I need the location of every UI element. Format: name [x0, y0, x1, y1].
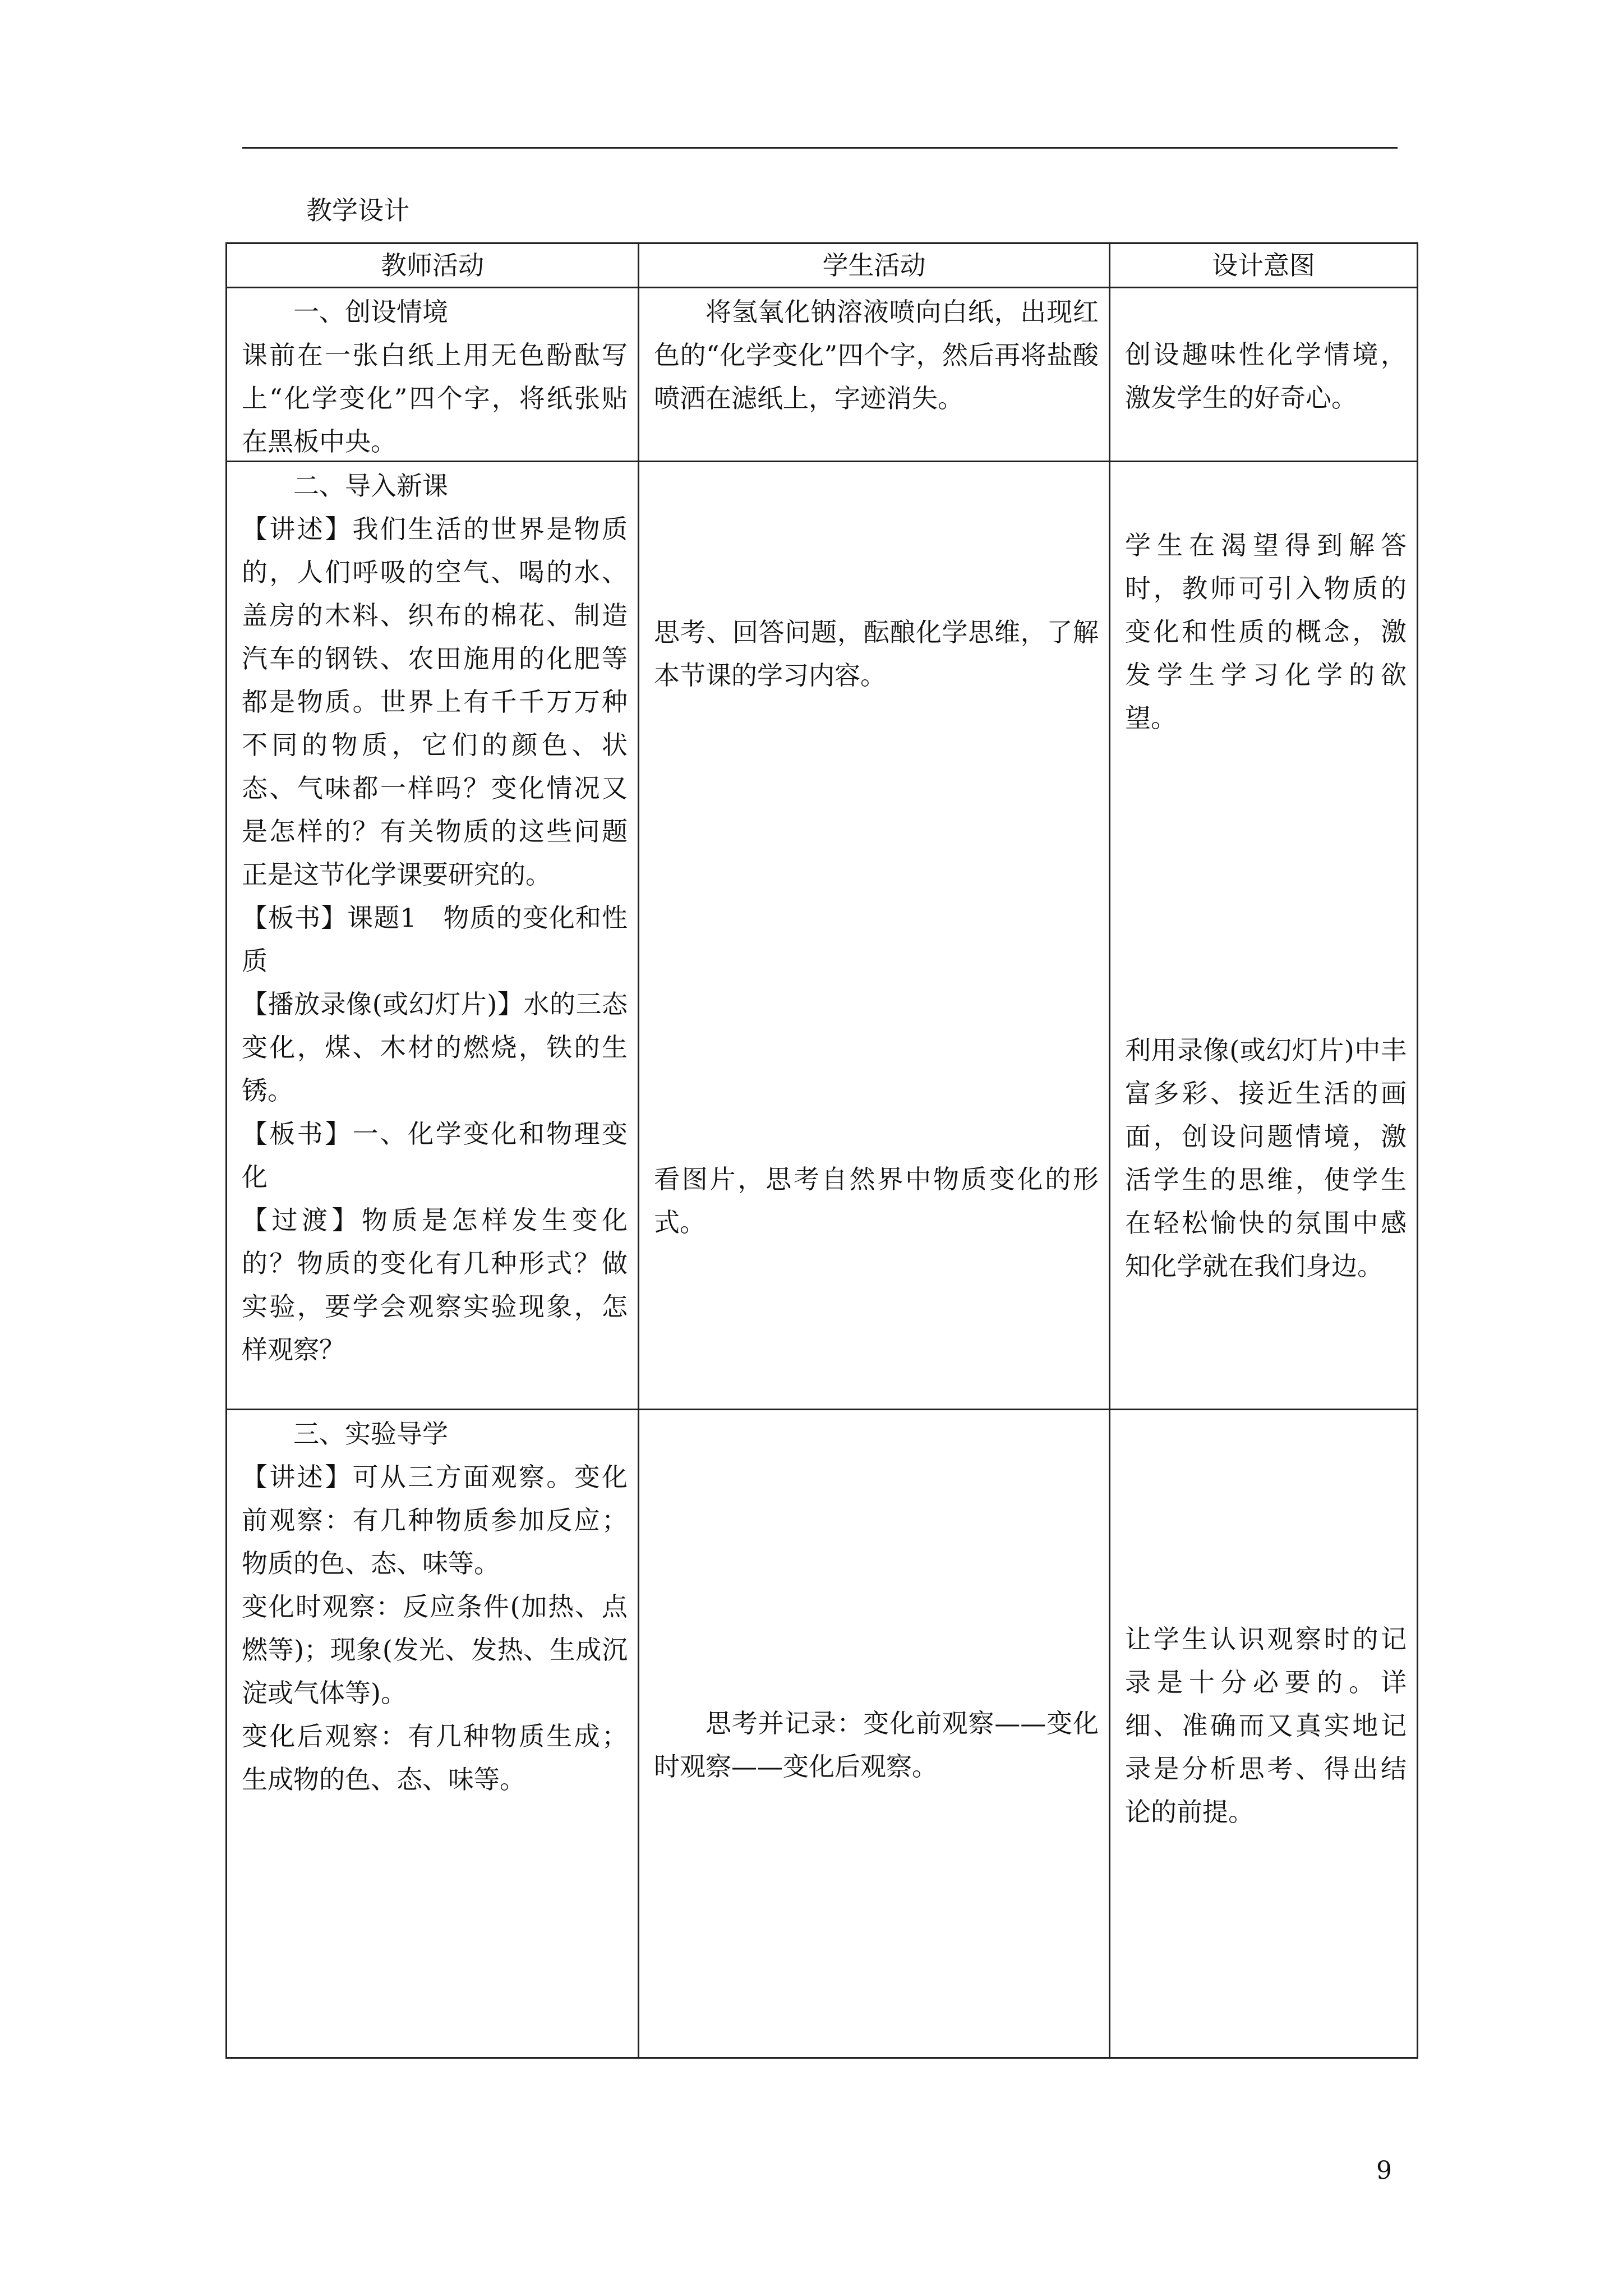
lesson-design-table	[225, 242, 1418, 2059]
table-header-row	[227, 243, 1418, 288]
header-design-intent: 设计意图	[1110, 243, 1418, 288]
student-activity-cell	[639, 462, 1110, 1410]
student-text: 将氢氧化钠溶液喷向白纸，出现红色的“化学变化”四个字，然后再将盐酸喷洒在滤纸上，字迹消失。	[654, 297, 1099, 413]
table-row	[227, 462, 1418, 1410]
teacher-text: 【板书】课题1 物质的变化和性质	[242, 903, 628, 976]
teacher-text: 【板书】一、化学变化和物理变化	[242, 1119, 628, 1192]
teacher-activity-cell	[227, 1410, 639, 2058]
intent-text: 让学生认识观察时的记录是十分必要的。详细、准确而又真实地记录是分析思考、得出结论的前提。	[1125, 1624, 1407, 1827]
teacher-activity-cell	[227, 288, 639, 462]
teacher-text: 【讲述】我们生活的世界是物质的，人们呼吸的空气、喝的水、盖房的木料、织布的棉花、制造汽车的钢铁、农田施用的化肥等都是物质。世界上有千千万万种不同的物质，它们的颜色、状态、气味都一样吗？变化情况又是怎样的？有关物质的这些问题正是这节化学课要研究的。	[242, 514, 628, 890]
design-intent-cell	[1110, 1410, 1418, 2058]
intent-text: 创设趣味性化学情境，激发学生的好奇心。	[1125, 339, 1407, 413]
teacher-text: 【播放录像(或幻灯片)】水的三态变化，煤、木材的燃烧，铁的生锈。	[242, 989, 628, 1106]
teacher-text: 变化时观察：反应条件(加热、点燃等)；现象(发光、发热、生成沉淀或气体等)。	[242, 1591, 628, 1708]
teacher-activity-cell	[227, 462, 639, 1410]
table-row	[227, 1410, 1418, 2058]
teacher-text: 【讲述】可从三方面观察。变化前观察：有几种物质参加反应；物质的色、态、味等。	[242, 1462, 628, 1579]
student-activity-cell	[639, 288, 1110, 462]
teacher-text: 课前在一张白纸上用无色酚酞写上“化学变化”四个字，将纸张贴在黑板中央。	[242, 340, 628, 457]
design-intent-cell	[1110, 288, 1418, 462]
section-label: 教学设计	[306, 195, 409, 226]
student-text: 看图片，思考自然界中物质变化的形式。	[654, 1164, 1099, 1237]
page-number: 9	[1376, 2156, 1392, 2185]
section-heading: 二、导入新课	[293, 471, 448, 501]
section-heading: 三、实验导学	[293, 1419, 448, 1449]
teacher-text: 变化后观察：有几种物质生成；生成物的色、态、味等。	[242, 1721, 628, 1795]
intent-text: 利用录像(或幻灯片)中丰富多彩、接近生活的画面，创设问题情境，激活学生的思维，使学生在轻松愉快的氛围中感知化学就在我们身边。	[1125, 1035, 1407, 1281]
student-text: 思考、回答问题，酝酿化学思维，了解本节课的学习内容。	[654, 617, 1099, 691]
header-teacher-activity: 教师活动	[227, 243, 639, 288]
section-heading: 一、创设情境	[293, 297, 448, 327]
header-student-activity: 学生活动	[639, 243, 1110, 288]
intent-text: 学生在渴望得到解答时，教师可引入物质的变化和性质的概念，激发学生学习化学的欲望。	[1125, 530, 1407, 733]
student-activity-cell	[639, 1410, 1110, 2058]
design-intent-cell	[1110, 462, 1418, 1410]
table-row	[227, 288, 1418, 462]
teacher-text: 【过渡】物质是怎样发生变化的？物质的变化有几种形式？做实验，要学会观察实验现象，怎样观察？	[242, 1205, 628, 1365]
header-rule	[242, 147, 1398, 149]
student-text: 思考并记录：变化前观察——变化时观察——变化后观察。	[654, 1708, 1099, 1782]
